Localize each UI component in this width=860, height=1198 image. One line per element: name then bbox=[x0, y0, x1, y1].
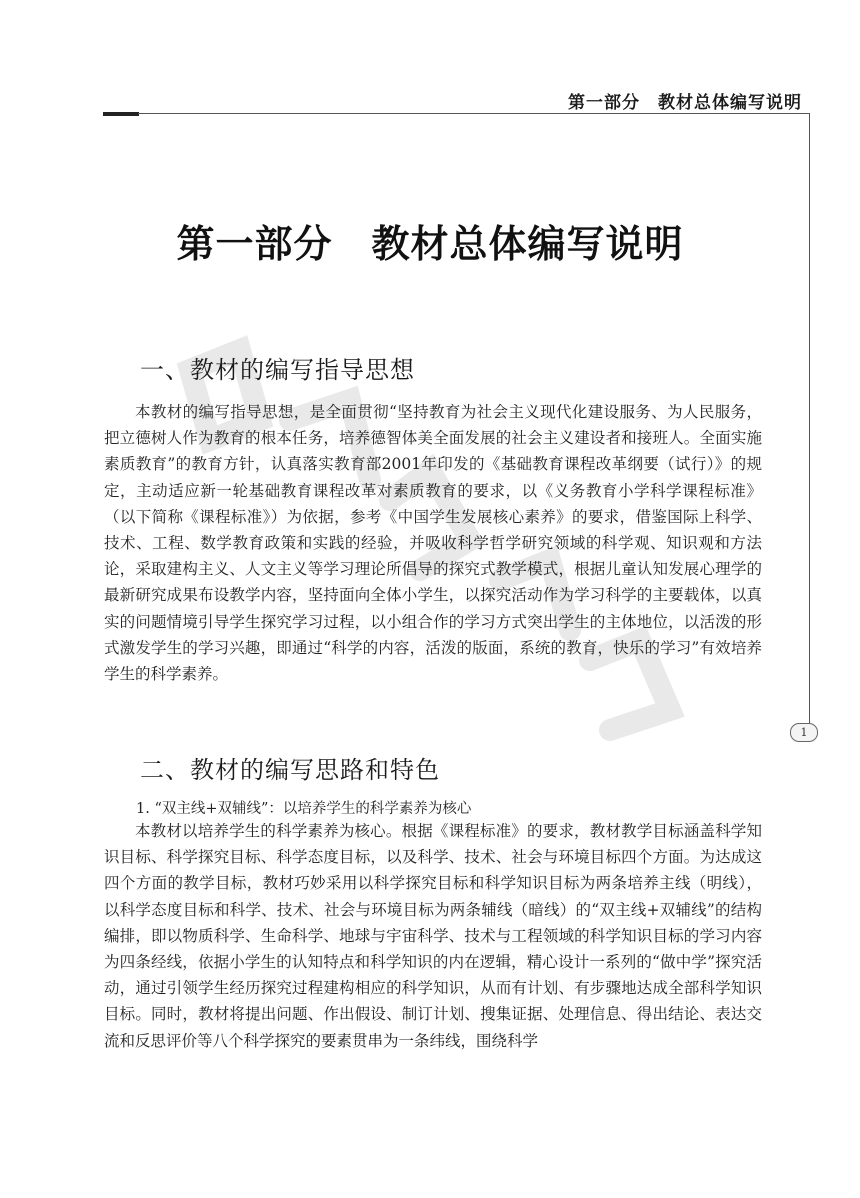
side-rule bbox=[809, 113, 810, 724]
header-rule-accent bbox=[103, 112, 139, 116]
section-1-paragraph: 本教材的编写指导思想，是全面贯彻“坚持教育为社会主义现代化建设服务、为人民服务，把立德树人作为教育的根本任务，培养德智体美全面发展的社会主义建设者和接班人。全面实施素质教育”的教育方针，认真落实教育部2001年印发的《基础教育课程改革纲要（试行）》的规定，主动适应新一轮基础教育课程改革对素质教育的要求，以《义务教育小学科学课程标准》（以下简称《课程标准》）为依据，参考《中国学生发展核心素养》的要求，借鉴国际上科学、技术、工程、数学教育政策和实践的经验，并吸收科学哲学研究领域的科学观、知识观和方法论，采取建构主义、人文主义等学习理论所倡导的探究式教学模式，根据儿童认知发展心理学的最新研究成果布设教学内容，坚持面向全体小学生，以探究活动作为学习科学的主要载体，以真实的问题情境引导学生探究学习过程，以小组合作的学习方式突出学生的主体地位，以活泼的形式激发学生的学习兴趣，即通过“科学的内容，活泼的版面，系统的教育，快乐的学习”有效培养学生的科学素养。 bbox=[104, 403, 762, 684]
part-title: 第一部分 教材总体编写说明 bbox=[176, 222, 684, 266]
section-2-subheading: 1. “双主线+双辅线”：以培养学生的科学素养为核心 bbox=[136, 801, 472, 817]
page-number: 1 bbox=[790, 723, 818, 742]
section-2-paragraph: 本教材以培养学生的科学素养为核心。根据《课程标准》的要求，教材教学目标涵盖科学知识目标、科学探究目标、科学态度目标，以及科学、技术、社会与环境目标四个方面。为达成这四个方面的教学目标，教材巧妙采用以科学探究目标和科学知识目标为两条培养主线（明线），以科学态度目标和科学、技术、社会与环境目标为两条辅线（暗线）的“双主线+双辅线”的结构编排，即以物质科学、生命科学、地球与宇宙科学、技术与工程领域的科学知识目标的学习内容为四条经线，依据小学生的认知特点和科学知识的内在逻辑，精心设计一系列的“做中学”探究活动，通过引领学生经历探究过程建构相应的科学知识，从而有计划、有步骤地达成全部科学知识目标。同时，教材将提出问题、作出假设、制订计划、搜集证据、处理信息、得出结论、表达交流和反思评价等八个科学探究的要素贯串为一条纬线，围绕科学 bbox=[104, 822, 762, 1050]
section-heading-1: 一、教材的编写指导思想 bbox=[140, 356, 415, 384]
running-header: 第一部分 教材总体编写说明 bbox=[568, 93, 802, 113]
section-heading-2: 二、教材的编写思路和特色 bbox=[140, 756, 440, 784]
header-rule bbox=[138, 113, 810, 114]
